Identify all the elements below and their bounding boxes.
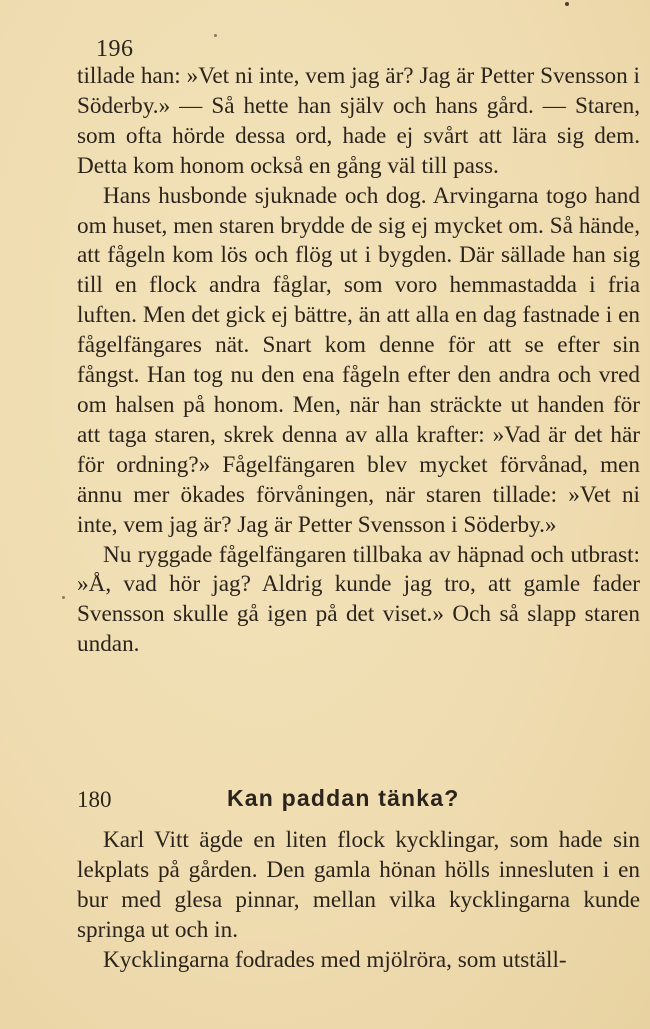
paper-speck (565, 2, 569, 6)
section-text (77, 826, 640, 976)
section-number: 180 (77, 787, 112, 812)
section-title: Kan paddan tänka? (227, 785, 460, 811)
story-text (77, 62, 640, 660)
paper-speck (214, 34, 217, 37)
paper-speck (62, 596, 65, 599)
story-paragraph-2: Hans husbonde sjuknade och dog. Arvingarna togo hand om huset, men staren brydde de sig ej mycket om. Så hände, att fågeln kom lös och flög ut i bygden. Där sällade han sig till en flock andra fåglar, som voro hemmastadda i fria luften. Men det gick ej bättre, än att alla en dag fastnade i en fågelfängares nät. Snart kom denne för att se efter sin fångst. Han tog nu den ena fågeln efter den andra och vred om halsen på honom. Men, när han sträckte ut handen för att taga staren, skrek denna av alla krafter: »Vad är det här för ordning?» Fågelfängaren blev mycket förvånad, men ännu mer ökades förvåningen, när staren tillade: »Vet ni inte, vem jag är? Jag är Petter Svensson i Söderby.» (77, 182, 640, 538)
story-paragraph-3: Nu ryggade fågelfängaren tillbaka av häpnad och utbrast: »Å, vad hör jag? Aldrig kunde jag tro, att gamle fader Svensson skulle gå igen på det viset.» Och så slapp staren undan. (77, 541, 640, 658)
section-paragraph-1: Karl Vitt ägde en liten flock kycklingar, som hade sin lekplats på gården. Den gamla hönan hölls innesluten i en bur med glesa pinnar, mellan vilka kycklingarna kunde springa ut och in. (77, 827, 640, 943)
section-paragraph-2: Kycklingarna fodrades med mjölröra, som utställ- (103, 946, 567, 973)
section-heading (77, 785, 640, 819)
page-number: 196 (96, 36, 134, 62)
story-paragraph-1: tillade han: »Vet ni inte, vem jag är? Jag är Petter Svensson i Söderby.» — Så hette han själv och hans gård. — Staren, som ofta hörde dessa ord, hade ej svårt att lära sig dem. Detta kom honom också en gång väl till pass. (77, 63, 640, 179)
